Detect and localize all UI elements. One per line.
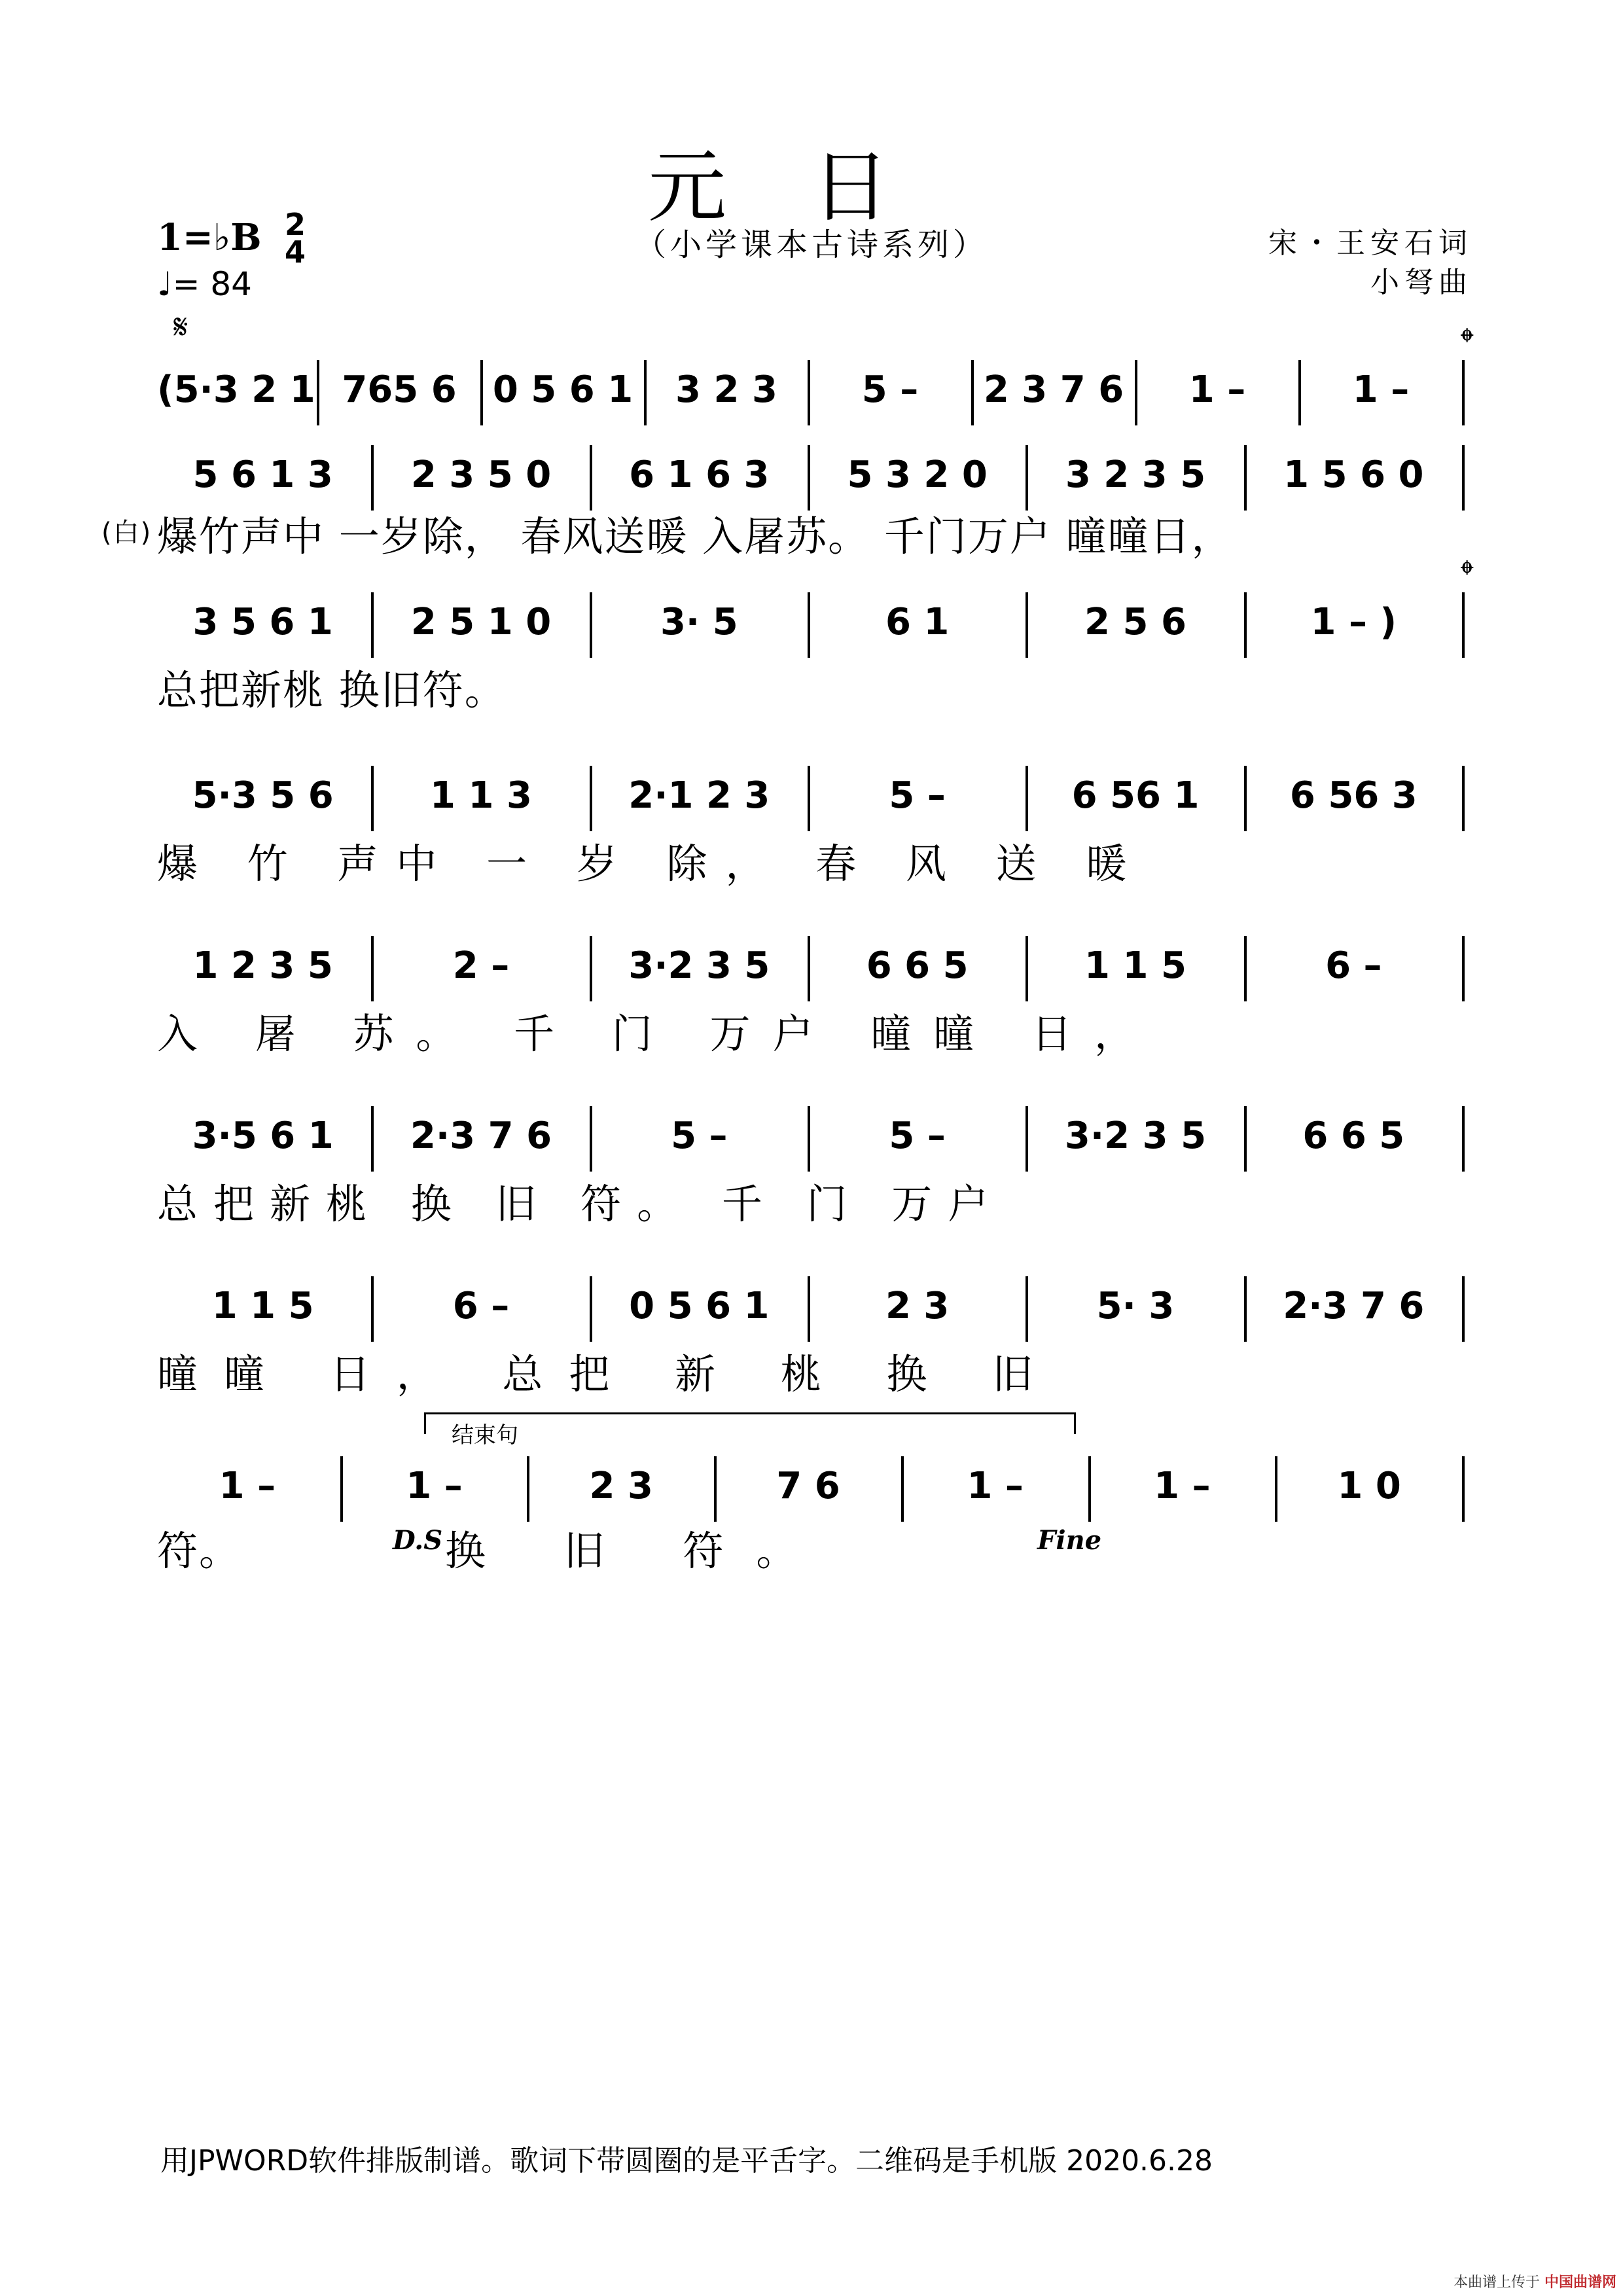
tempo-mark: ♩= 84 <box>157 265 252 303</box>
key-signature: 1=♭B <box>157 216 262 259</box>
coda-icon-1: 𝄌 <box>1461 321 1474 363</box>
barline <box>1244 936 1247 1001</box>
barline <box>1462 360 1465 425</box>
barline <box>480 360 483 425</box>
barline <box>1026 766 1028 831</box>
time-signature <box>285 207 306 270</box>
score-row-7 <box>157 1276 1466 1335</box>
measure: 6 6 5 <box>1302 1114 1405 1157</box>
measure: (5·3 2 1 <box>157 368 315 411</box>
ending-label: 结束句 <box>452 1422 518 1448</box>
measure: 5 3 2 0 <box>847 453 988 496</box>
dal-segno-mark: D.S <box>393 1525 443 1556</box>
barline <box>590 936 592 1001</box>
measure: 1 – <box>1352 368 1410 411</box>
measure: 2 – <box>452 944 510 987</box>
coda-icon-2: 𝄌 <box>1461 553 1474 596</box>
barline <box>1462 1276 1465 1342</box>
barline <box>590 766 592 831</box>
measure: 1 5 6 0 <box>1283 453 1424 496</box>
measure: 1 – ) <box>1310 600 1397 643</box>
measure: 3· 5 <box>660 600 738 643</box>
barline <box>317 360 319 425</box>
score-row-2 <box>157 445 1466 504</box>
measure: 1 1 5 <box>1084 944 1186 987</box>
barline <box>1244 592 1247 658</box>
score-row-8 <box>157 1456 1466 1515</box>
barline <box>808 592 810 658</box>
song-subtitle: （小学课本古诗系列） <box>634 226 988 263</box>
measure: 2·3 7 6 <box>1283 1284 1425 1327</box>
site-watermark <box>1454 2271 1616 2291</box>
barline <box>1135 360 1137 425</box>
measure: 6 – <box>452 1284 510 1327</box>
barline <box>1244 766 1247 831</box>
score-row-5 <box>157 936 1466 995</box>
measure: 1 – <box>406 1464 463 1507</box>
barline <box>808 766 810 831</box>
score-row-6 <box>157 1106 1466 1165</box>
composer-credit: 小弩曲 <box>1370 266 1472 299</box>
measure: 1 – <box>967 1464 1024 1507</box>
time-signature-top: 2 <box>285 207 306 242</box>
barline <box>371 1106 374 1172</box>
measure: 765 6 <box>342 368 457 411</box>
barline <box>1462 936 1465 1001</box>
barline <box>371 1276 374 1342</box>
measure: 5 6 1 3 <box>192 453 333 496</box>
measure: 5 – <box>889 1114 946 1157</box>
measure: 1 1 3 <box>430 774 532 817</box>
spoken-mark: (白) <box>101 518 152 548</box>
barline <box>1462 592 1465 658</box>
barline <box>590 1106 592 1172</box>
lyrics-row-7: 曈曈 日， 总把 新 桃 换 旧 <box>157 1350 1060 1398</box>
footer-note: 用JPWORD软件排版制谱。歌词下带圆圈的是平舌字。二维码是手机版 2020.6.28 <box>160 2144 1213 2178</box>
barline <box>808 360 810 425</box>
watermark-text: 本曲谱上传于 <box>1453 2274 1540 2291</box>
barline <box>1244 445 1247 511</box>
barline <box>1026 592 1028 658</box>
measure: 0 5 6 1 <box>492 368 633 411</box>
barline <box>808 1106 810 1172</box>
measure: 3 2 3 <box>675 368 777 411</box>
lyrics-row-8: 符。 <box>157 1527 241 1575</box>
measure: 1 – <box>1188 368 1246 411</box>
barline <box>371 592 374 658</box>
fine-mark: Fine <box>1037 1525 1102 1556</box>
measure: 6 56 3 <box>1289 774 1418 817</box>
measure: 5 – <box>889 774 946 817</box>
barline <box>644 360 647 425</box>
barline <box>1026 936 1028 1001</box>
barline <box>1026 445 1028 511</box>
barline <box>808 936 810 1001</box>
measure: 2·1 2 3 <box>628 774 770 817</box>
barline <box>1462 1456 1465 1522</box>
barline <box>371 766 374 831</box>
barline <box>371 936 374 1001</box>
measure: 1 – <box>219 1464 276 1507</box>
lyrics-row-2: 爆竹声中 一岁除， 春风送暖 入屠苏。 千门万户 曈曈日， <box>157 512 1234 560</box>
barline <box>340 1456 343 1522</box>
measure: 6 1 <box>885 600 950 643</box>
measure: 2·3 7 6 <box>410 1114 552 1157</box>
barline <box>1088 1456 1091 1522</box>
measure: 2 3 <box>589 1464 653 1507</box>
measure: 6 1 6 3 <box>629 453 770 496</box>
barline <box>527 1456 529 1522</box>
measure: 1 – <box>1154 1464 1211 1507</box>
barline <box>1462 1106 1465 1172</box>
measure: 3·2 3 5 <box>1064 1114 1207 1157</box>
barline <box>590 1276 592 1342</box>
barline <box>1298 360 1301 425</box>
measure: 2 5 6 <box>1084 600 1186 643</box>
measure: 2 5 1 0 <box>410 600 552 643</box>
measure: 3·2 3 5 <box>628 944 770 987</box>
measure: 0 5 6 1 <box>629 1284 770 1327</box>
measure: 7 6 <box>776 1464 840 1507</box>
measure: 6 – <box>1325 944 1382 987</box>
barline <box>1462 445 1465 511</box>
barline <box>1462 766 1465 831</box>
barline <box>1275 1456 1277 1522</box>
barline <box>1244 1106 1247 1172</box>
measure: 3·5 6 1 <box>192 1114 334 1157</box>
measure: 1 1 5 <box>211 1284 314 1327</box>
barline <box>901 1456 904 1522</box>
barline <box>1026 1106 1028 1172</box>
barline <box>1026 1276 1028 1342</box>
time-signature-bottom: 4 <box>285 234 306 270</box>
song-title: 元日 <box>648 142 975 233</box>
measure: 2 3 5 0 <box>410 453 552 496</box>
watermark-brand: 中国曲谱网 <box>1544 2274 1616 2291</box>
measure: 6 6 5 <box>866 944 969 987</box>
score-row-4 <box>157 766 1466 825</box>
barline <box>371 445 374 511</box>
measure: 3 5 6 1 <box>192 600 333 643</box>
measure: 5· 3 <box>1096 1284 1175 1327</box>
measure: 5 – <box>671 1114 728 1157</box>
segno-icon: 𝄋 <box>173 308 188 347</box>
barline <box>1244 1276 1247 1342</box>
measure: 2 3 7 6 <box>983 368 1124 411</box>
barline <box>808 1276 810 1342</box>
ds-lyrics: 换 旧 符。 <box>445 1527 830 1575</box>
ending-bracket <box>424 1412 1076 1434</box>
measure: 1 0 <box>1337 1464 1401 1507</box>
lyricist-credit: 宋・王安石词 <box>1268 226 1472 260</box>
measure: 5 – <box>861 368 919 411</box>
measure: 3 2 3 5 <box>1065 453 1206 496</box>
lyrics-row-4: 爆 竹 声中 一 岁 除， 春 风 送 暖 <box>157 840 1145 888</box>
barline <box>714 1456 717 1522</box>
measure: 5·3 5 6 <box>192 774 334 817</box>
measure: 2 3 <box>885 1284 950 1327</box>
score-row-1 <box>157 360 1466 419</box>
measure: 6 56 1 <box>1071 774 1200 817</box>
barline <box>808 445 810 511</box>
score-row-3 <box>157 592 1466 651</box>
barline <box>590 445 592 511</box>
measure: 1 2 3 5 <box>192 944 333 987</box>
barline <box>590 592 592 658</box>
lyrics-row-6: 总把新桃 换 旧 符。 千 门 万户 <box>157 1180 1005 1228</box>
lyrics-row-3: 总把新桃 换旧符。 <box>157 666 507 714</box>
lyrics-row-5: 入 屠 苏。 千 门 万户 曈曈 日， <box>157 1010 1157 1058</box>
barline <box>971 360 974 425</box>
